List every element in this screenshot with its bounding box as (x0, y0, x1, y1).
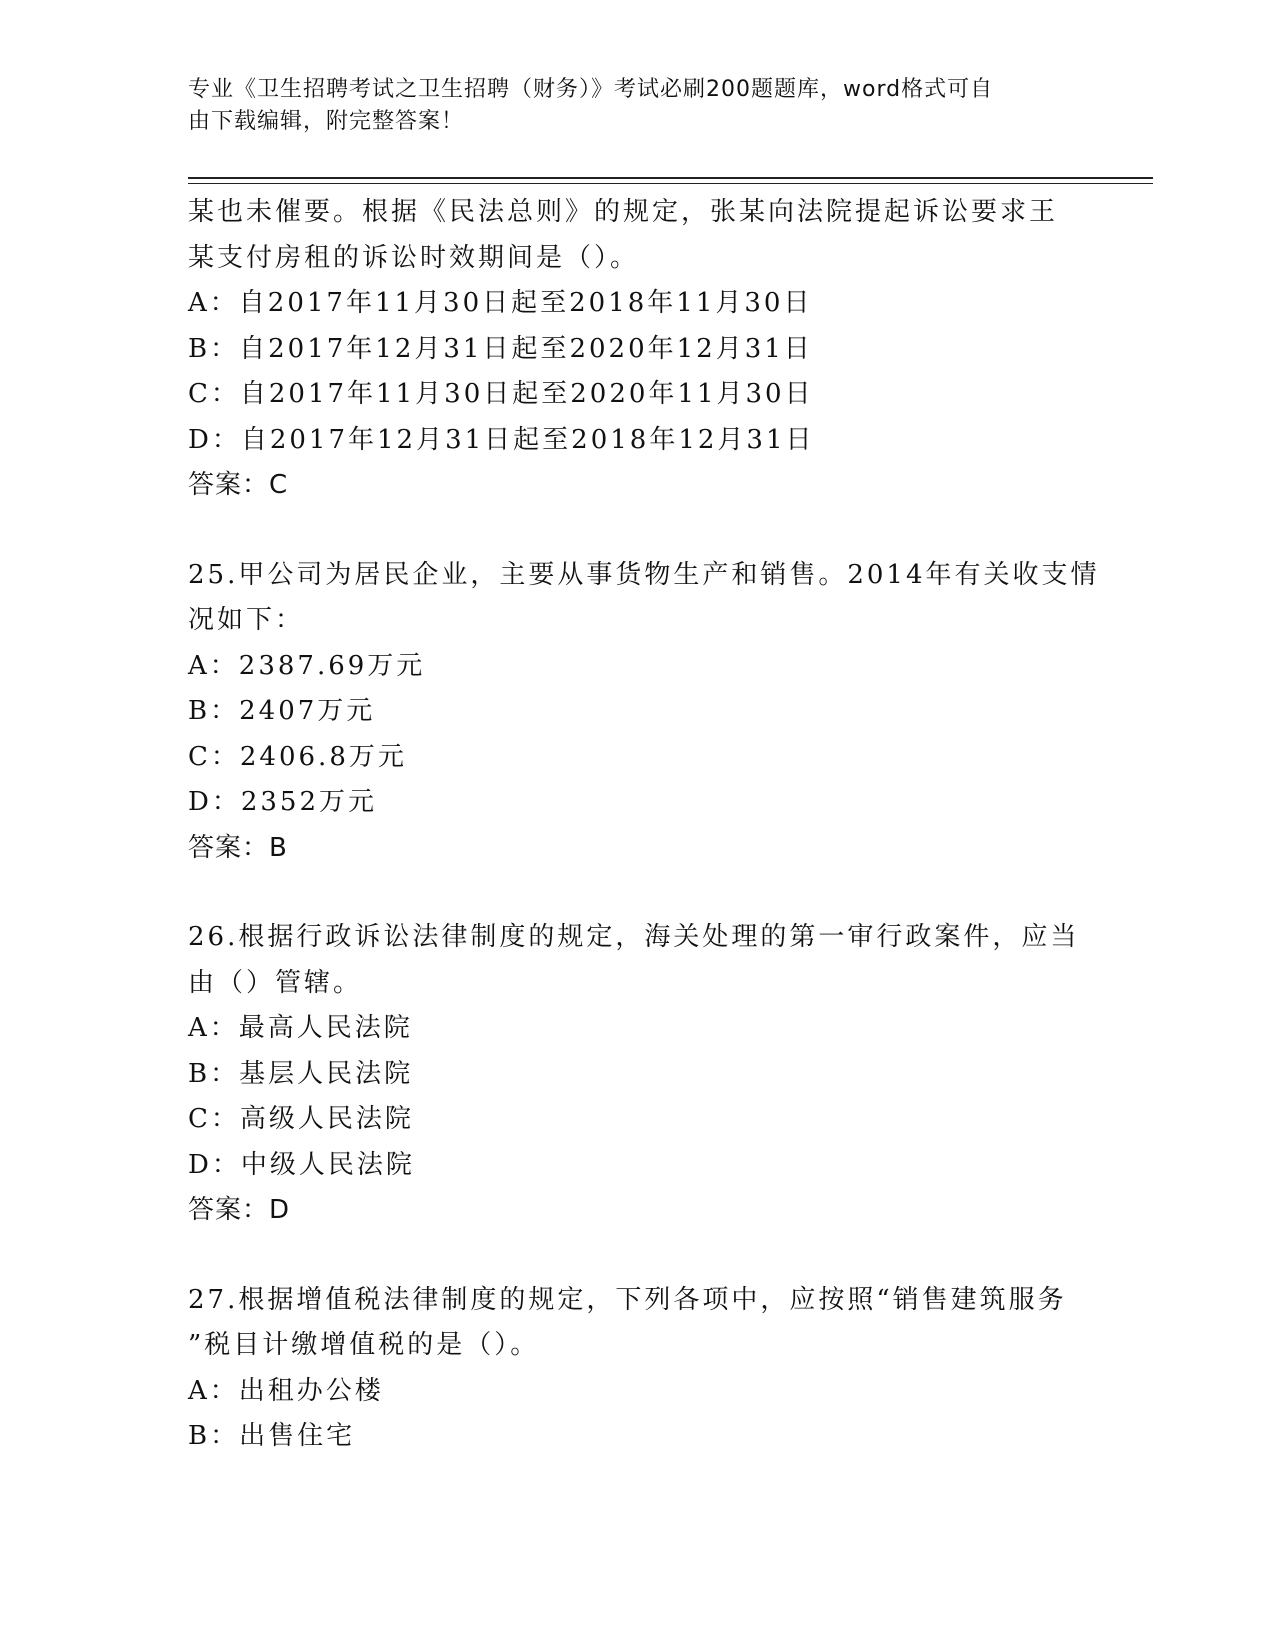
question-block (188, 915, 1088, 1234)
header-line-2: 由下载编辑，附完整答案！ (188, 109, 465, 134)
question-list (188, 190, 1100, 1460)
question-block (188, 1278, 1088, 1460)
option-d: D：自2017年12月31日起至2018年12月31日 (188, 424, 815, 455)
question-stem-line: 某也未催要。根据《民法总则》的规定，张某向法院提起诉讼要求王 (188, 197, 1059, 227)
option-a: A：自2017年11月30日起至2018年11月30日 (188, 288, 813, 318)
option-a: A：2387.69万元 (188, 650, 426, 681)
option-b: B：出售住宅 (188, 1421, 356, 1451)
answer-line: 答案：C (188, 470, 289, 500)
option-c: C：自2017年11月30日起至2020年11月30日 (188, 379, 814, 409)
option-d: D：2352万元 (188, 787, 378, 817)
header-rule-thick (188, 177, 1153, 179)
question-stem-line: 25.甲公司为居民企业，主要从事货物生产和销售。2014年有关收支情 (188, 559, 1100, 590)
option-a: A：最高人民法院 (188, 1013, 413, 1043)
document-header (188, 74, 1088, 138)
question-block (188, 553, 1100, 872)
option-a: A：出租办公楼 (188, 1375, 384, 1406)
answer-line: 答案：B (188, 832, 288, 863)
question-stem-line: 27.根据增值税法律制度的规定，下列各项中，应按照“销售建筑服务 (188, 1284, 1067, 1315)
question-stem-line: 26.根据行政诉讼法律制度的规定，海关处理的第一审行政案件，应当 (188, 922, 1080, 952)
question-stem-line: 由（）管辖。 (188, 967, 363, 998)
option-d: D：中级人民法院 (188, 1149, 415, 1180)
question-stem-line: 况如下： (188, 605, 305, 635)
option-b: B：2407万元 (188, 696, 376, 726)
question-stem-line: ”税目计缴增值税的是（）。 (188, 1330, 540, 1360)
header-rule-thin (188, 183, 1153, 184)
option-c: C：2406.8万元 (188, 741, 407, 772)
option-b: B：基层人民法院 (188, 1058, 414, 1089)
answer-line: 答案：D (188, 1195, 291, 1225)
option-c: C：高级人民法院 (188, 1104, 414, 1134)
option-b: B：自2017年12月31日起至2020年12月31日 (188, 333, 813, 364)
question-block (188, 190, 1088, 509)
header-line-1: 专业《卫生招聘考试之卫生招聘（财务）》考试必刷200题题库，word格式可自 (188, 77, 994, 102)
question-stem-line: 某支付房租的诉讼时效期间是（）。 (188, 242, 640, 273)
